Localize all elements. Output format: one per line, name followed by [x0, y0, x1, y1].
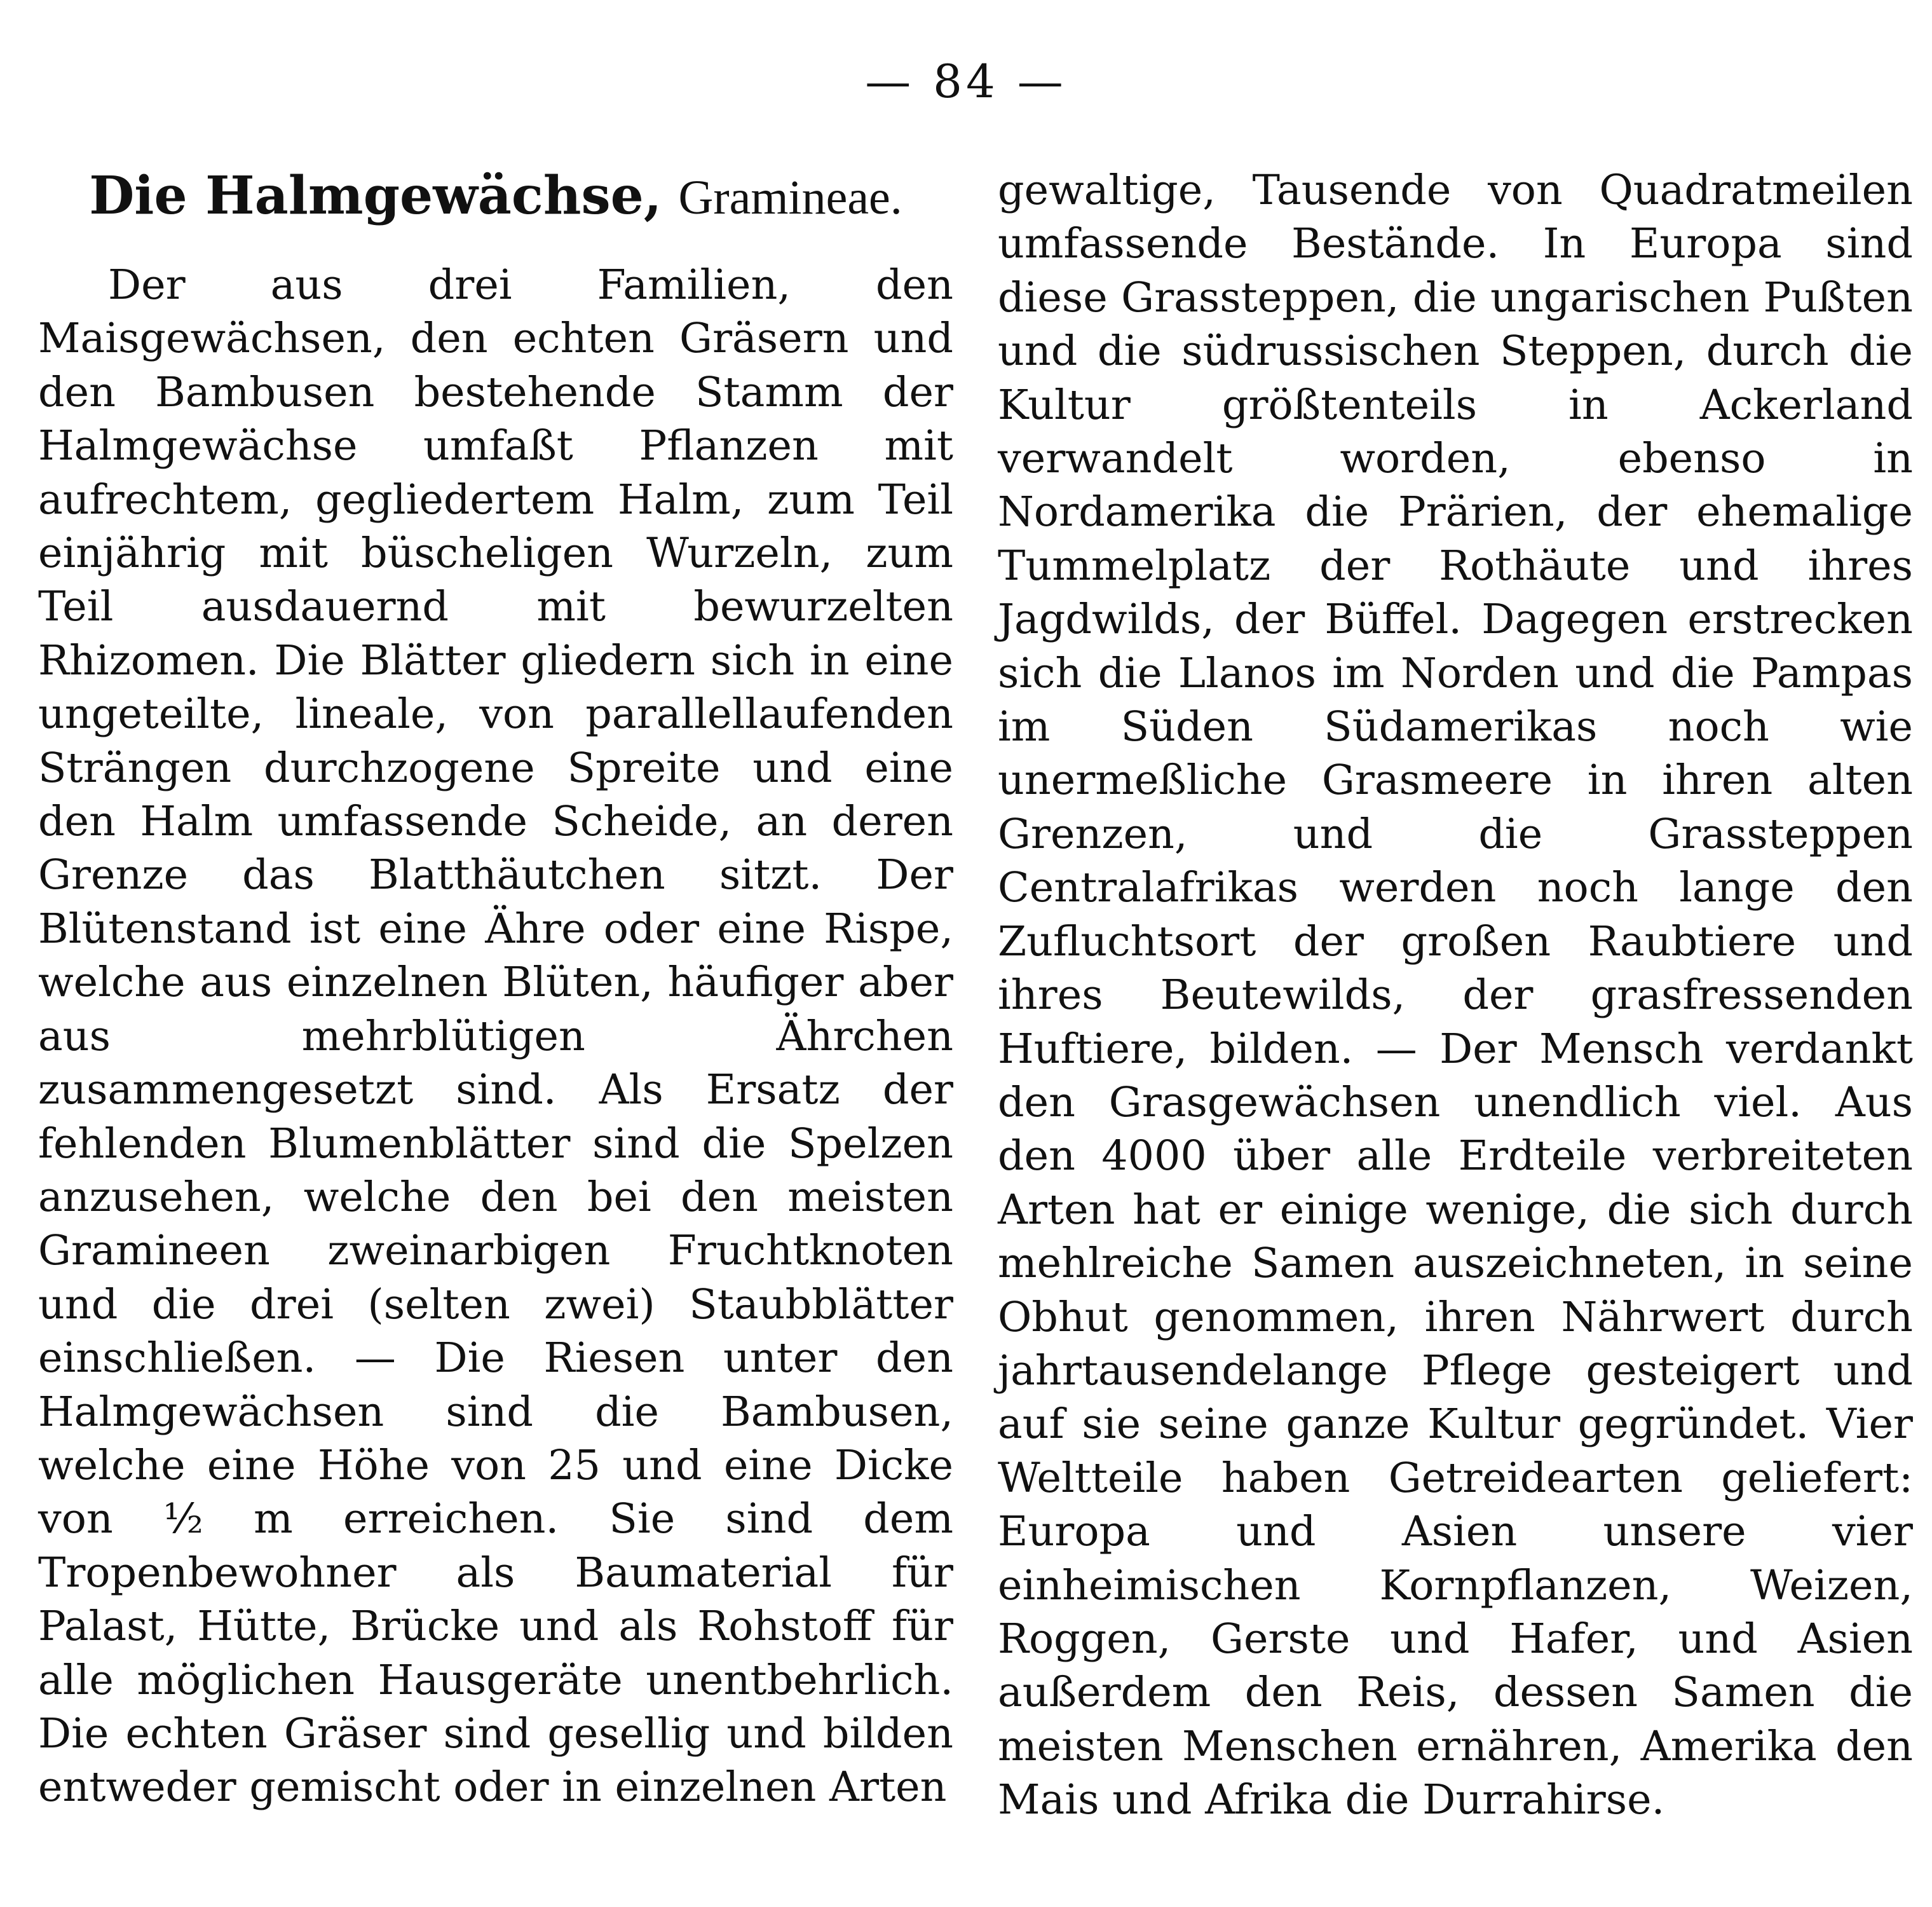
left-column-paragraph: Der aus drei Familien, den Maisgewächsen, den echten Gräsern und den Bambusen bestehende Stamm der Halmgewächse umfaßt Pflanzen mit aufrechtem, gegliedertem Halm, zum Teil einjährig mit büscheligen Wurzeln, zum Teil ausdauernd mit bewurzelten Rhizomen. Die Blätter gliedern sich in eine ungeteilte, lineale, von parallellaufenden Strängen durchzogene Spreite und eine den Halm umfassende Scheide, an deren Grenze das Blatthäutchen sitzt. Der Blütenstand ist eine Ähre oder eine Rispe, welche aus einzelnen Blüten, häufiger aber aus mehrblütigen Ährchen zusammengesetzt sind. Als Ersatz der fehlenden Blumenblätter sind die Spelzen anzusehen, welche den bei den meisten Gramineen zweinarbigen Fruchtknoten und die drei (selten zwei) Staubblätter einschließen. — Die Riesen unter den Halmgewächsen sind die Bambusen, welche eine Höhe von 25 und eine Dicke von ½ m erreichen. Sie sind dem Tropenbewohner als Baumaterial für Palast, Hütte, Brücke und als Rohstoff für alle möglichen Hausgeräte unentbehrlich. Die echten Gräser sind gesellig und bilden entweder gemischt oder in einzelnen Arten — [38, 261, 953, 1812]
right-column — [998, 164, 1913, 1828]
left-column — [38, 164, 953, 1815]
section-latin-name: Gramineae. — [678, 171, 902, 224]
page-number: — 84 — — [865, 55, 1067, 108]
section-heading — [38, 164, 953, 229]
right-column-paragraph: gewaltige, Tausende von Quadratmeilen umfassende Bestände. In Europa sind diese Grassteppen, die ungarischen Pußten und die südrussischen Steppen, durch die Kultur größtenteils in Ackerland verwandelt worden, ebenso in Nordamerika die Prärien, der ehemalige Tummelplatz der Rothäute und ihres Jagdwilds, der Büffel. Dagegen erstrecken sich die Llanos im Norden und die Pampas im Süden Südamerikas noch wie unermeßliche Grasmeere in ihren alten Grenzen, und die Grassteppen Centralafrikas werden noch lange den Zufluchtsort der großen Raubtiere und ihres Beutewilds, der grasfressenden Huftiere, bilden. — Der Mensch verdankt den Grasgewächsen unendlich viel. Aus den 4000 über alle Erdteile verbreiteten Arten hat er einige wenige, die sich durch mehlreiche Samen auszeichneten, in seine Obhut genommen, ihren Nährwert durch jahrtausendelange Pflege gesteigert und auf sie seine ganze Kultur gegründet. Vier Weltteile haben Getreidearten geliefert: Europa und Asien unsere vier einheimischen Kornpflanzen, Weizen, Roggen, Gerste und Hafer, und Asien außerdem den Reis, dessen Samen die meisten Menschen ernähren, Amerika den Mais und Afrika die Durrahirse. — [998, 167, 1913, 1824]
section-title: Die Halmgewächse, — [89, 165, 662, 226]
